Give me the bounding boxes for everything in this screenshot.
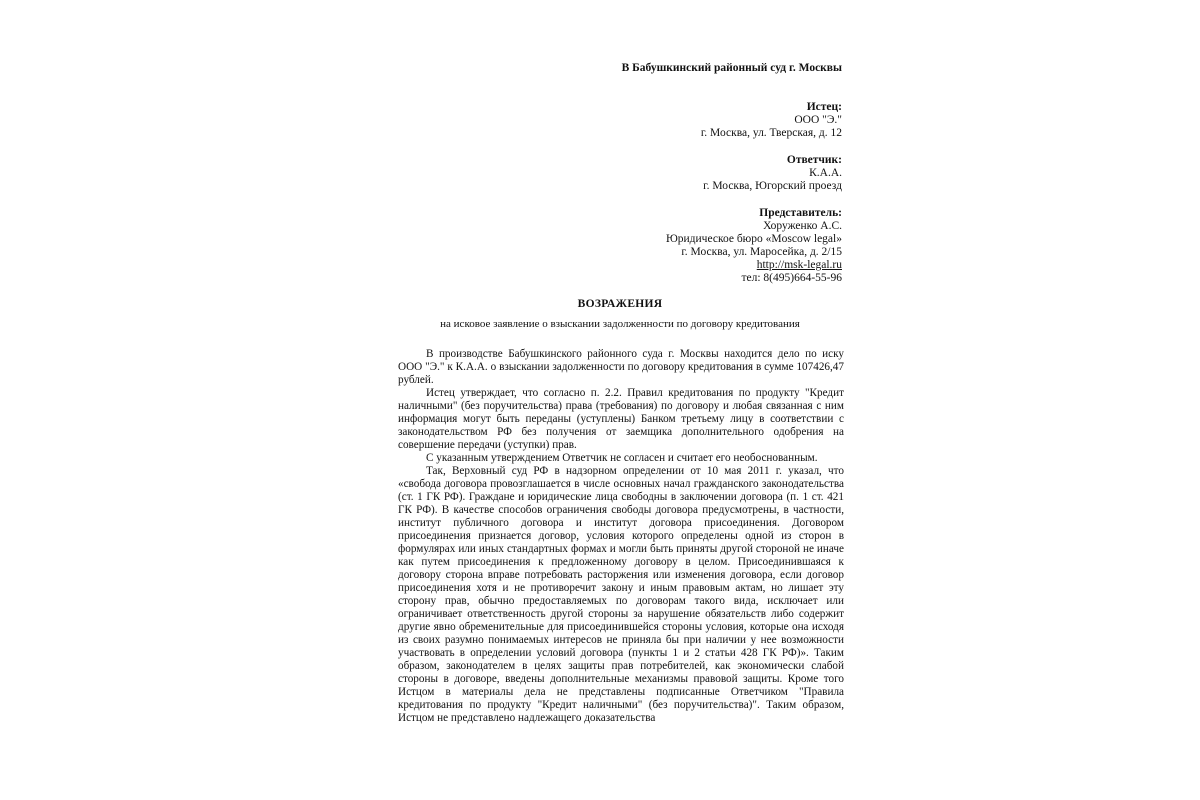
defendant-block [622,154,842,193]
body-paragraph: В производстве Бабушкинского районного суда г. Москвы находится дело по иску ООО "Э." к К.А.А. о взыскании задолженности по договору кредитования в сумме 107426,47 рублей. [398,348,844,386]
representative-address: г. Москва, ул. Маросейка, д. 2/15 [681,246,842,258]
plaintiff-block [622,101,842,140]
body-paragraph: Истец утверждает, что согласно п. 2.2. Правил кредитования по продукту "Кредит наличными" (без поручительства) права (требования) по договору и любая связанная с ним информация могут быть переданы (уступлены) Банком третьему лицу в соответствии с законодательством РФ без получения от заемщика дополнительного одобрения на совершение передачи (уступки) прав. [398,387,844,451]
document-subtitle: на исковое заявление о взыскании задолженности по договору кредитования [440,318,800,330]
defendant-name: К.А.А. [809,167,842,179]
representative-site-link[interactable]: http://msk-legal.ru [756,259,842,271]
plaintiff-name: ООО "Э." [794,114,842,126]
court-name: В Бабушкинский районный суд г. Москвы [621,62,842,74]
representative-block [622,207,842,285]
representative-org: Юридическое бюро «Moscow legal» [665,233,842,245]
representative-label: Представитель: [759,207,842,219]
document-title: ВОЗРАЖЕНИЯ [577,298,663,310]
body-paragraph: Так, Верховный суд РФ в надзорном определении от 10 мая 2011 г. указал, что «свобода договора провозглашается в числе основных начал гражданского законодательства (ст. 1 ГК РФ). Граждане и юридические лица свободны в заключении договора (п. 1 ст. 421 ГК РФ). В качестве способов ограничения свободы договора предусмотрены, в частности, институт публичного договора и институт договора присоединения. Договором присоединения признается договор, условия которого определены одной из сторон в формулярах или иных стандартных формах и могли быть приняты другой стороной не иначе как путем присоединения к предложенному договору в целом. Присоединившаяся к договору сторона вправе потребовать расторжения или изменения договора, если договор присоединения хотя и не противоречит закону и иным правовым актам, но лишает эту сторону прав, обычно предоставляемых по договорам такого вида, исключает или ограничивает ответственность другой стороны за нарушение обязательств либо содержит другие явно обременительные для присоединившейся стороны условия, которые она исходя из своих разумно понимаемых интересов не приняла бы при наличии у нее возможности участвовать в определении условий договора (пункты 1 и 2 статьи 428 ГК РФ)». Таким образом, законодателем в целях защиты прав потребителей, как экономически слабой стороны в договоре, введены дополнительные механизмы правовой защиты. Кроме того Истцом в материалы дела не представлены подписанные Ответчиком "Правила кредитования по продукту "Кредит наличными" (без поручительства)". Таким образом, Истцом не представлено надлежащего доказательства [398,465,844,724]
plaintiff-label: Истец: [806,101,842,113]
document-body [398,348,844,725]
defendant-label: Ответчик: [786,154,842,166]
document-header [622,62,842,285]
defendant-address: г. Москва, Югорский проезд [703,180,842,192]
plaintiff-address: г. Москва, ул. Тверская, д. 12 [700,127,842,139]
body-paragraph: С указанным утверждением Ответчик не согласен и считает его необоснованным. [426,452,818,464]
representative-name: Хоруженко А.С. [763,220,842,232]
representative-phone: тел: 8(495)664-55-96 [741,272,842,284]
